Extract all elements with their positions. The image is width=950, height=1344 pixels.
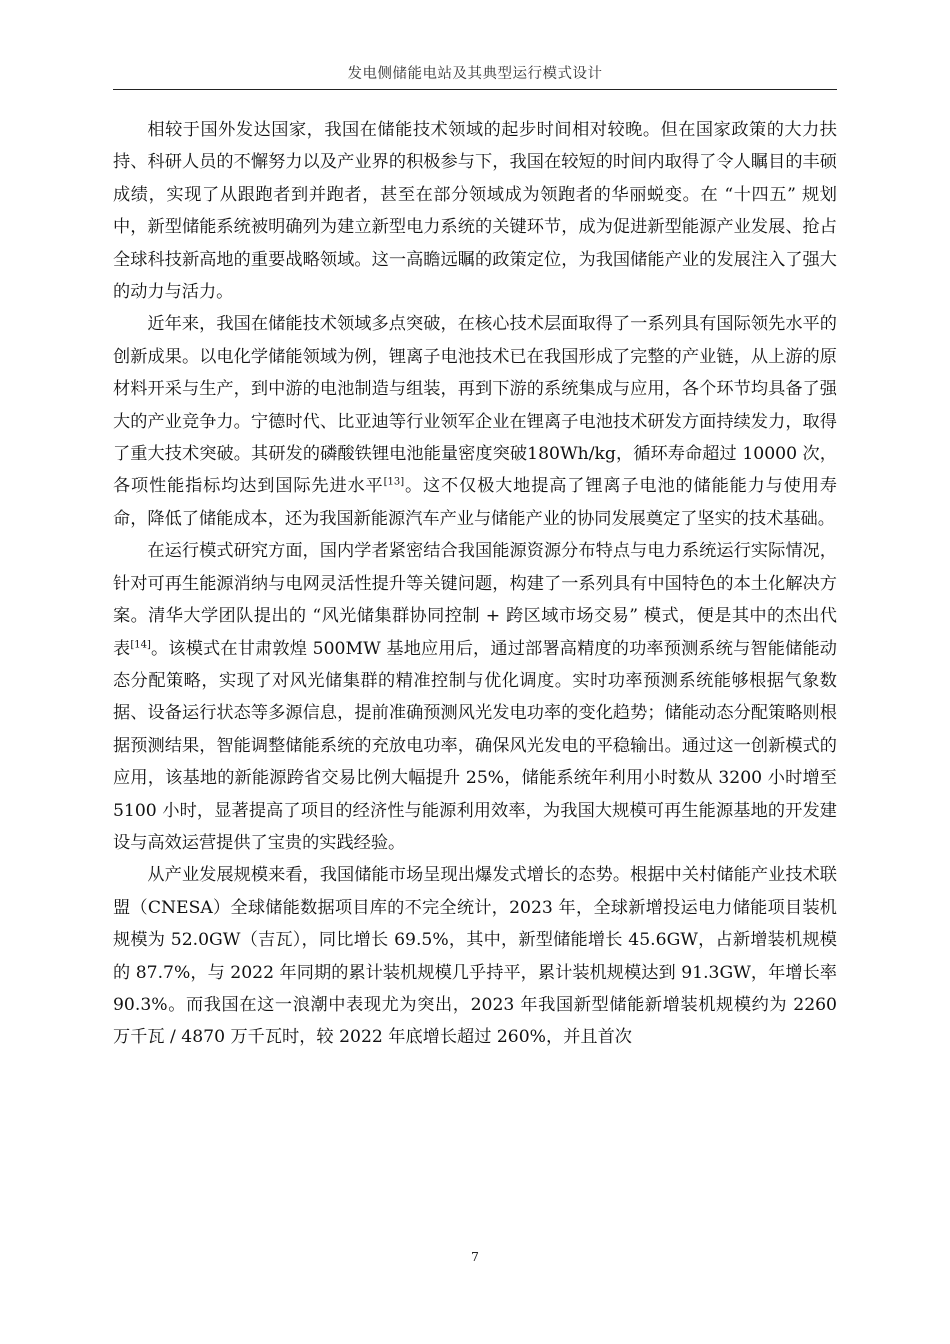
- paragraph-2-text-after: 。这不仅极大地提高了锂离子电池的储能能力与使用寿命，降低了储能成本，还为我国新能源汽车产业与储能产业的协同发展奠定了坚实的技术基础。: [113, 476, 837, 529]
- header-divider: [113, 89, 837, 90]
- paragraph-2-text-before: 近年来，我国在储能技术领域多点突破，在核心技术层面取得了一系列具有国际领先水平的创新成果。以电化学储能领域为例，锂离子电池技术已在我国形成了完整的产业链，从上游的原材料开采与生产，到中游的电池制造与组装，再到下游的系统集成与应用，各个环节均具备了强大的产业竞争力。宁德时代、比亚迪等行业领军企业在锂离子电池技术研发方面持续发力，取得了重大技术突破。其研发的磷酸铁锂电池能量密度突破180Wh/kg，循环寿命超过 10000 次，各项性能指标均达到国际先进水平: [113, 314, 837, 497]
- paragraph-1-text: 相较于国外发达国家，我国在储能技术领域的起步时间相对较晚。但在国家政策的大力扶持、科研人员的不懈努力以及产业界的积极参与下，我国在较短的时间内取得了令人瞩目的丰硕成绩，实现了从跟跑者到并跑者，甚至在部分领域成为领跑者的华丽蜕变。在 “十四五” 规划中，新型储能系统被明确列为建立新型电力系统的关键环节，成为促进新型能源产业发展、抢占全球科技新高地的重要战略领域。这一高瞻远瞩的政策定位，为我国储能产业的发展注入了强大的动力与活力。: [113, 120, 837, 303]
- paragraph-3: [113, 535, 837, 859]
- paragraph-4: [113, 859, 837, 1053]
- paragraph-1: [113, 114, 837, 308]
- running-header-title: 发电侧储能电站及其典型运行模式设计: [347, 66, 603, 82]
- paragraph-3-text-after: 。该模式在甘肃敦煌 500MW 基地应用后，通过部署高精度的功率预测系统与智能储能动态分配策略，实现了对风光储集群的精准控制与优化调度。实时功率预测系统能够根据气象数据、设备运行状态等多源信息，提前准确预测风光发电功率的变化趋势；储能动态分配策略则根据预测结果，智能调整储能系统的充放电功率，确保风光发电的平稳输出。通过这一创新模式的应用，该基地的新能源跨省交易比例大幅提升 25%，储能系统年利用小时数从 3200 小时增至 5100 小时，显著提高了项目的经济性与能源利用效率，为我国大规模可再生能源基地的开发建设与高效运营提供了宝贵的实践经验。: [113, 638, 837, 853]
- paragraph-2: [113, 308, 837, 535]
- citation-13: [13]: [383, 476, 405, 488]
- body-text: [113, 114, 837, 1054]
- citation-14: [14]: [130, 638, 151, 650]
- paragraph-4-text: 从产业发展规模来看，我国储能市场呈现出爆发式增长的态势。根据中关村储能产业技术联盟（CNESA）全球储能数据项目库的不完全统计，2023 年，全球新增投运电力储能项目装机规模为 52.0GW（吉瓦），同比增长 69.5%，其中，新型储能增长 45.6GW，占新增装机规模的 87.7%，与 2022 年同期的累计装机规模几乎持平，累计装机规模达到 91.3GW，年增长率 90.3%。而我国在这一浪潮中表现尤为突出，2023 年我国新型储能新增装机规模约为 2260 万千瓦 / 4870 万千瓦时，较 2022 年底增长超过 260%，并且首次: [113, 865, 837, 1048]
- page-number: 7: [471, 1249, 479, 1264]
- paragraph-3-text-before: 在运行模式研究方面，国内学者紧密结合我国能源资源分布特点与电力系统运行实际情况，针对可再生能源消纳与电网灵活性提升等关键问题，构建了一系列具有中国特色的本土化解决方案。清华大学团队提出的 “风光储集群协同控制 + 跨区域市场交易” 模式，便是其中的杰出代表: [113, 541, 837, 659]
